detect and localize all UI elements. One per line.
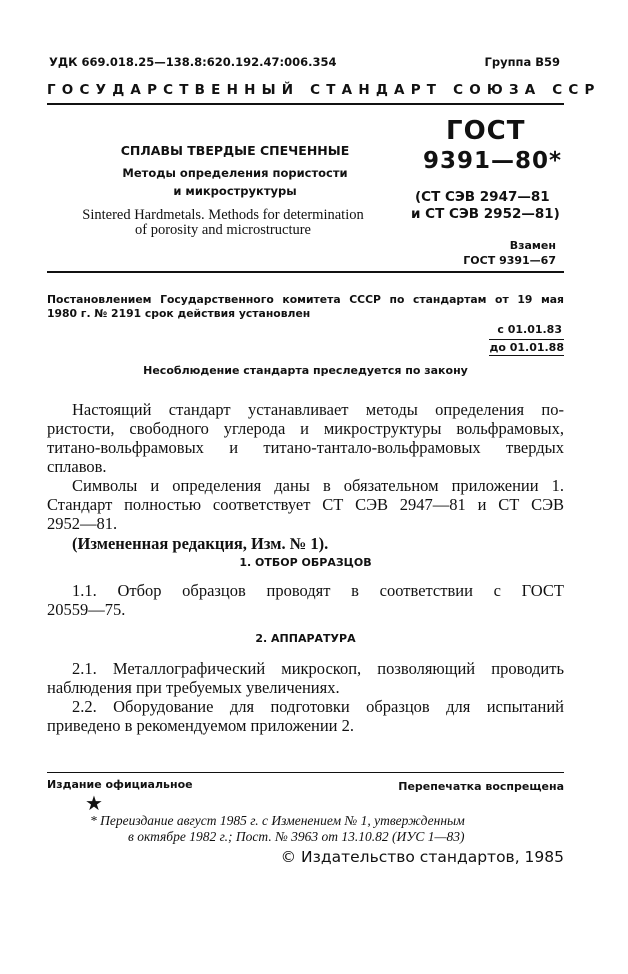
st-sev-1: (СТ СЭВ 2947—81	[415, 189, 550, 205]
footer-rule	[47, 772, 564, 773]
validity-to: до 01.01.88	[489, 341, 564, 354]
intro-p1-l2: ристости, свободного углерода и микроструктуры вольфрамовых,	[47, 419, 564, 438]
reissue-note-l1: * Переиздание август 1985 г. с Изменением № 1, утвержденным	[90, 813, 465, 828]
replaces-label: Взамен	[509, 239, 556, 252]
udk-code: УДК 669.018.25—138.8:620.192.47:006.354	[49, 55, 337, 69]
legal-notice: Несоблюдение стандарта преследуется по закону	[143, 364, 468, 377]
section-1-p-l1: 1.1. Отбор образцов проводят в соответствии с ГОСТ	[72, 581, 564, 600]
section-1-p-l2: 20559—75.	[47, 600, 126, 619]
state-standard-banner: ГОСУДАРСТВЕННЫЙ СТАНДАРТ СОЮЗА ССР	[47, 82, 601, 98]
amended-note: (Измененная редакция, Изм. № 1).	[72, 534, 329, 553]
section-2-p1-l2: наблюдения при требуемых увеличениях.	[47, 678, 340, 697]
header-rule	[47, 103, 564, 105]
group-code: Группа В59	[484, 55, 560, 69]
official-edition: Издание официальное	[47, 778, 193, 791]
decree-line-1: Постановлением Государственного комитета СССР по стандартам от 19 мая	[47, 293, 564, 306]
decree-line-2: 1980 г. № 2191 срок действия установлен	[47, 307, 311, 320]
intro-p2-l2: Стандарт полностью соответствует СТ СЭВ 2947—81 и СТ СЭВ	[47, 495, 564, 514]
subtitle-ru-2: и микроструктуры	[173, 184, 297, 198]
intro-p1-l1: Настоящий стандарт устанавливает методы определения по-	[72, 400, 564, 419]
intro-p2-l1: Символы и определения даны в обязательном приложении 1.	[72, 476, 564, 495]
section-2-p1-l1: 2.1. Металлографический микроскоп, позволяющий проводить	[72, 659, 564, 678]
gost-number: 9391—80*	[423, 148, 563, 174]
section-2-p2-l2: приведено в рекомендуемом приложении 2.	[47, 716, 355, 735]
copyright: © Издательство стандартов, 1985	[280, 848, 564, 866]
star-icon: ★	[85, 791, 103, 815]
title-rule	[47, 271, 564, 273]
section-2-p2-l1: 2.2. Оборудование для подготовки образцов для испытаний	[72, 697, 564, 716]
intro-p2-l3: 2952—81.	[47, 514, 118, 533]
gost-label: ГОСТ	[446, 116, 526, 146]
section-2-heading: 2. АППАРАТУРА	[255, 632, 356, 645]
intro-p1-l4: сплавов.	[47, 457, 107, 476]
replaces-value: ГОСТ 9391—67	[463, 254, 556, 267]
section-1-heading: 1. ОТБОР ОБРАЗЦОВ	[239, 556, 372, 569]
title-ru: СПЛАВЫ ТВЕРДЫЕ СПЕЧЕННЫЕ	[120, 143, 350, 158]
title-en-1: Sintered Hardmetals. Methods for determination	[82, 207, 364, 223]
reissue-note-l2: в октябре 1982 г.; Пост. № 3963 от 13.10.82 (ИУС 1—83)	[128, 829, 465, 844]
subtitle-ru-1: Методы определения пористости	[122, 166, 348, 180]
st-sev-2: и СТ СЭВ 2952—81)	[411, 206, 560, 222]
validity-from: с 01.01.83	[497, 323, 562, 336]
title-en-2: of porosity and microstructure	[135, 222, 311, 238]
reprint-prohibited: Перепечатка воспрещена	[398, 780, 564, 793]
intro-p1-l3: титано-вольфрамовых и титано-тантало-вольфрамовых твердых	[47, 438, 564, 457]
